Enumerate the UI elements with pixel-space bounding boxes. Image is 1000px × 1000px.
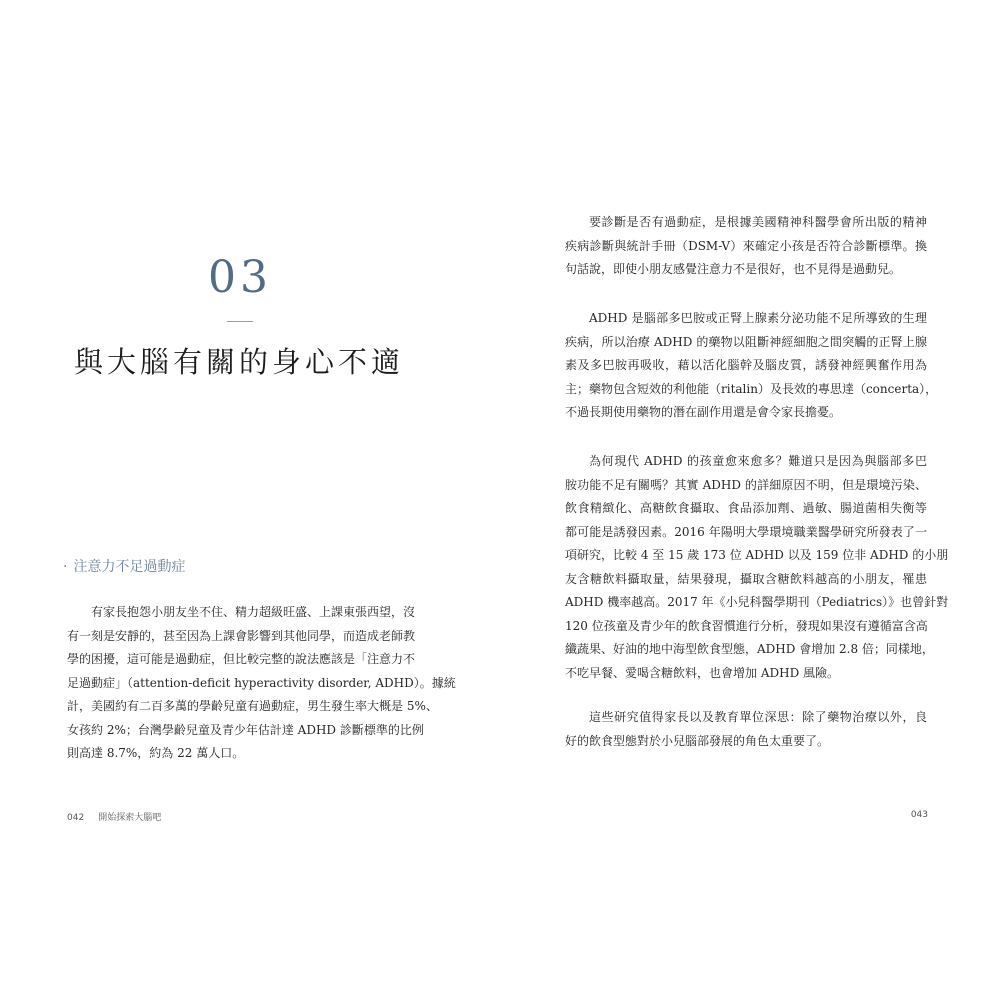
paragraph-line: 足過動症」（attention-deficit hyperactivity disorder, ADHD）。據統	[67, 675, 456, 690]
section-heading-text: 注意力不足過動症	[73, 559, 186, 575]
paragraph-line: 好的飲食型態對於小兒腦部發展的角色太重要了。	[565, 733, 830, 748]
right-paragraph-2	[565, 307, 938, 425]
section-bullet: ·	[63, 559, 68, 575]
running-title: 開始探索大腦吧	[98, 813, 162, 823]
paragraph-line: 都可能是誘發因素。2016 年陽明大學環境職業醫學研究所發表了一	[565, 524, 927, 539]
right-paragraph-1	[565, 211, 927, 282]
paragraph-line: 有一刻是安靜的，甚至因為上課會影響到其他同學，而造成老師教	[67, 628, 416, 643]
left-paragraph	[67, 601, 456, 766]
paragraph-line: 要診斷是否有過動症，是根據美國精神科醫學會所出版的精神	[589, 215, 927, 229]
paragraph-line: 120 位孩童及青少年的飲食習慣進行分析，發現如果沒有遵循富含高	[565, 618, 928, 633]
chapter-number: 03	[208, 252, 272, 303]
paragraph-line: 句話說，即使小朋友感覺注意力不是很好，也不見得是過動兒。	[565, 262, 902, 276]
paragraph-line: 友含糖飲料攝取量，結果發現，攝取含糖飲料越高的小朋友，罹患	[565, 571, 927, 586]
paragraph-line: 不吃早餐、愛喝含糖飲料，也會增加 ADHD 風險。	[565, 665, 840, 680]
page-number: 043	[910, 810, 928, 820]
chapter-divider	[227, 321, 253, 322]
section-heading	[63, 556, 185, 578]
paragraph-line: 這些研究值得家長以及教育單位深思：除了藥物治療以外，良	[589, 710, 927, 724]
paragraph-line: 疾病診斷與統計手冊（DSM-V）來確定小孩是否符合診斷標準。換	[565, 238, 927, 253]
paragraph-line: 有家長抱怨小朋友坐不住、精力超級旺盛、上課東張西望，沒	[91, 605, 416, 619]
left-folio	[67, 810, 161, 823]
chapter-title: 與大腦有關的身心不適	[74, 345, 405, 379]
paragraph-line: 飲食精緻化、高糖飲食攝取、食品添加劑、過敏、腸道菌相失衡等	[565, 501, 927, 515]
paragraph-line: 項研究，比較 4 至 15 歲 173 位 ADHD 以及 159 位非 ADHD 的小朋	[565, 548, 949, 562]
paragraph-line: 為何現代 ADHD 的孩童愈來愈多？難道只是因為與腦部多巴	[589, 454, 927, 468]
paragraph-line: 女孩約 2%；台灣學齡兒童及青少年估計達 ADHD 診斷標準的比例	[67, 722, 424, 737]
right-paragraph-4	[565, 706, 927, 753]
paragraph-line: 素及多巴胺再吸收，藉以活化腦幹及腦皮質，誘發神經興奮作用為	[565, 358, 927, 372]
paragraph-line: 主；藥物包含短效的利他能（ritalin）及長效的專思達（concerta），	[565, 381, 938, 396]
page-number: 042	[67, 813, 85, 823]
paragraph-line: 則高達 8.7%，約為 22 萬人口。	[67, 746, 245, 760]
paragraph-line: 學的困擾，這可能是過動症，但比較完整的說法應該是「注意力不	[67, 652, 416, 666]
paragraph-line: 疾病，所以治療 ADHD 的藥物以阻斷神經細胞之間突觸的正腎上腺	[565, 334, 927, 349]
right-paragraph-3	[565, 450, 949, 685]
paragraph-line: 計，美國約有二百多萬的學齡兒童有過動症，男生發生率大概是 5%、	[67, 699, 438, 713]
paragraph-line: ADHD 是腦部多巴胺或正腎上腺素分泌功能不足所導致的生理	[589, 311, 927, 325]
paragraph-line: ADHD 機率越高。2017 年《小兒科醫學期刊（Pediatrics）》也曾針對	[565, 595, 949, 609]
paragraph-line: 不過長期使用藥物的潛在副作用還是會令家長擔憂。	[565, 405, 842, 419]
paragraph-line: 胺功能不足有關嗎？其實 ADHD 的詳細原因不明，但是環境污染、	[565, 477, 927, 492]
paragraph-line: 纖蔬果、好油的地中海型飲食型態，ADHD 會增加 2.8 倍；同樣地，	[565, 642, 934, 656]
right-folio	[911, 810, 928, 820]
